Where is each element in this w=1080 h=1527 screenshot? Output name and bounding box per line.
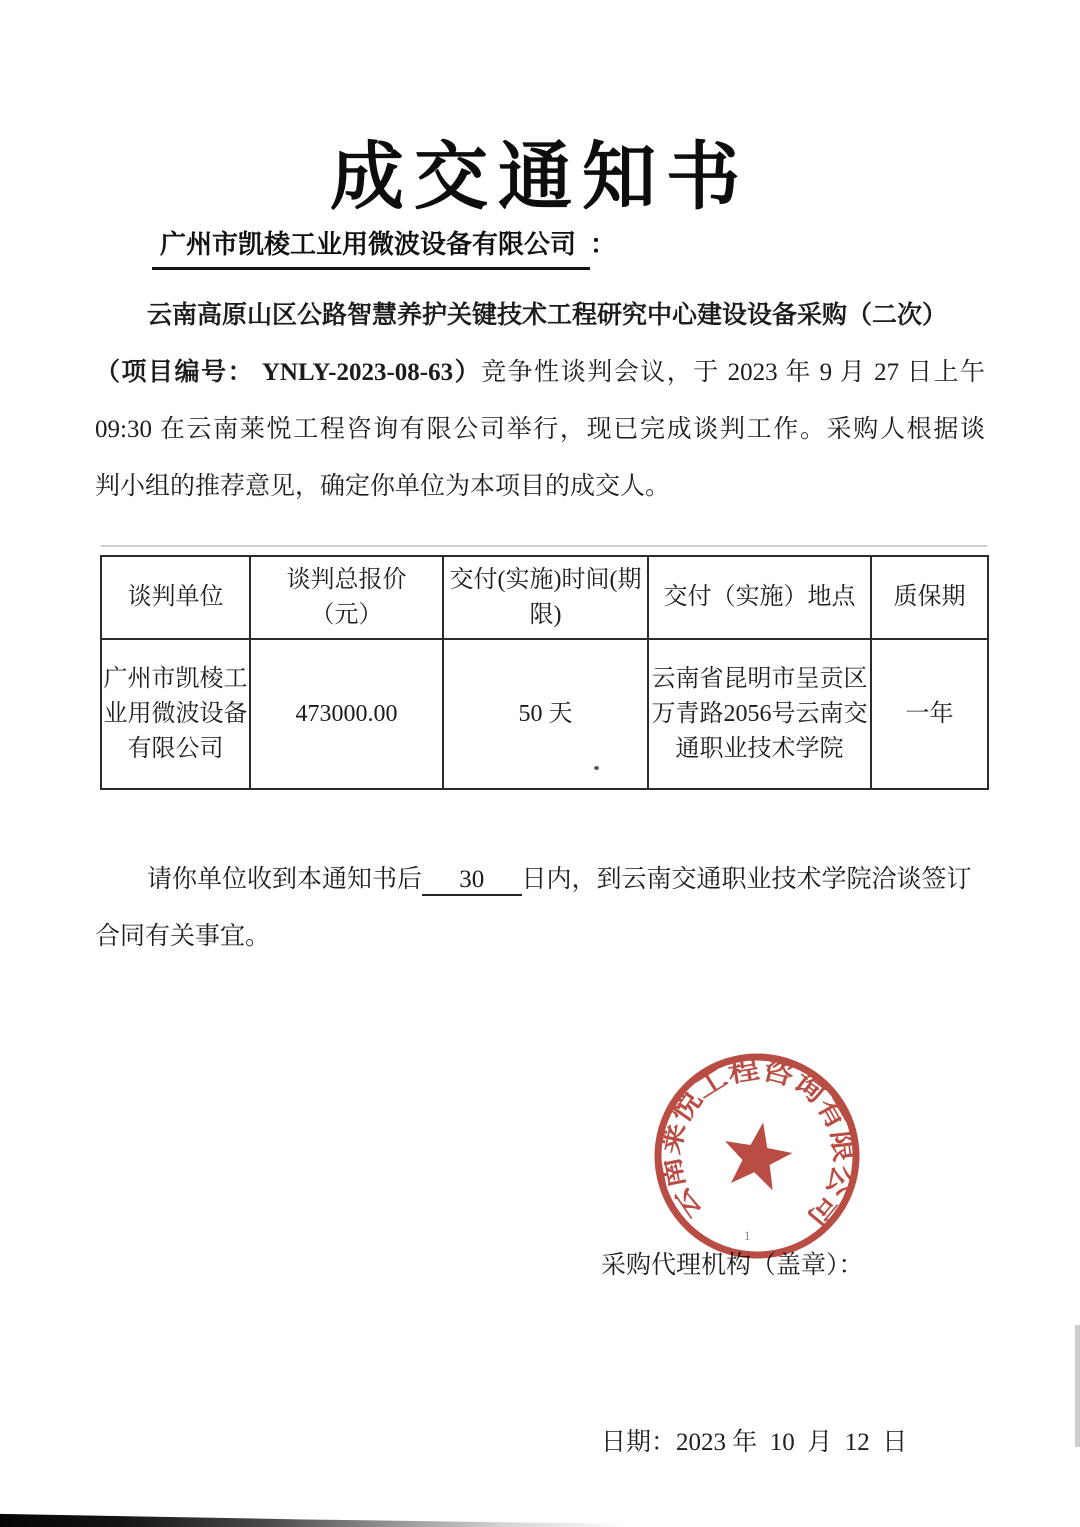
text-segment: 30 bbox=[422, 866, 522, 896]
body-paragraph-1 bbox=[95, 287, 985, 515]
award-table bbox=[100, 555, 989, 790]
header-total-offer bbox=[250, 556, 443, 639]
text-line: 广州市凯棱工 bbox=[103, 665, 248, 692]
text-segment: （项目编号： YNLY-2023-08-63） bbox=[95, 359, 482, 386]
header-delivery-time bbox=[443, 556, 648, 639]
text-line: 业用微波设备 bbox=[103, 700, 248, 727]
text-segment: 竞争性谈判会议，于 2023 年 9 月 27 日上午 bbox=[481, 359, 985, 386]
text-line bbox=[95, 458, 985, 515]
text-line: 交付（实施）地点 bbox=[663, 584, 856, 610]
text-line bbox=[95, 851, 985, 908]
text-line: 通职业技术学院 bbox=[675, 735, 844, 762]
text-line bbox=[95, 401, 985, 458]
addressee-company-name: 广州市凯棱工业用微波设备有限公司 bbox=[152, 227, 590, 270]
table-header-row bbox=[101, 556, 988, 639]
header-warranty bbox=[871, 556, 988, 639]
table-row bbox=[101, 639, 988, 789]
text-line: 交付(实施)时间(期 bbox=[449, 566, 642, 593]
stamp-arc-text: 云南莱悦工程咨询有限公司 bbox=[654, 1054, 859, 1230]
text-segment: 云南高原山区公路智慧养护关键技术工程研究中心建设设备采购（二次） bbox=[147, 302, 948, 329]
text-line: 一年 bbox=[905, 700, 954, 727]
cell-delivery-place bbox=[648, 639, 871, 789]
text-line: 云南省昆明市呈贡区 bbox=[651, 665, 868, 692]
text-line: 50 天 bbox=[518, 700, 573, 727]
body-paragraph-2 bbox=[95, 851, 985, 965]
header-delivery-place bbox=[648, 556, 871, 639]
cell-warranty bbox=[871, 639, 988, 789]
text-line: 谈判总报价 bbox=[286, 566, 407, 593]
text-segment: 判小组的推荐意见，确定你单位为本项目的成交人。 bbox=[95, 473, 671, 500]
text-line bbox=[95, 908, 985, 965]
scan-artifact-dot bbox=[594, 766, 599, 770]
addressee-colon: ： bbox=[590, 230, 617, 259]
company-stamp bbox=[634, 1033, 879, 1278]
text-segment: 09:30 在云南莱悦工程咨询有限公司举行，现已完成谈判工作。采购人根据谈 bbox=[95, 416, 985, 443]
scan-artifact-table-shadow bbox=[101, 545, 987, 547]
text-line: 谈判单位 bbox=[127, 584, 224, 610]
cell-negotiation-unit bbox=[101, 639, 250, 789]
document-title: 成交通知书 bbox=[330, 137, 750, 219]
text-segment: 日内，到云南交通职业技术学院洽谈签订 bbox=[521, 866, 972, 893]
stamp-star-icon bbox=[718, 1117, 797, 1193]
text-line: 万青路2056号云南交 bbox=[651, 700, 868, 727]
date-line: 日期：2023 年 10 月 12 日 bbox=[601, 1429, 908, 1456]
text-segment: 合同有关事宜。 bbox=[95, 923, 271, 950]
header-negotiation-unit bbox=[101, 556, 250, 639]
text-line: 限) bbox=[529, 601, 562, 628]
text-line bbox=[95, 287, 985, 344]
addressee-line bbox=[152, 227, 616, 270]
text-segment: 请你单位收到本通知书后 bbox=[147, 866, 423, 893]
text-line bbox=[95, 344, 985, 401]
text-line: 473000.00 bbox=[295, 700, 398, 727]
scan-artifact-right-edge bbox=[1075, 1325, 1080, 1447]
text-line: 有限公司 bbox=[127, 735, 224, 762]
cell-total-offer bbox=[250, 639, 443, 789]
cell-delivery-time bbox=[443, 639, 648, 789]
page-number-mark: 1 bbox=[744, 1228, 751, 1243]
agency-seal-label: 采购代理机构（盖章）： bbox=[601, 1252, 864, 1279]
text-line: 质保期 bbox=[893, 584, 966, 610]
text-line: （元） bbox=[310, 601, 383, 628]
